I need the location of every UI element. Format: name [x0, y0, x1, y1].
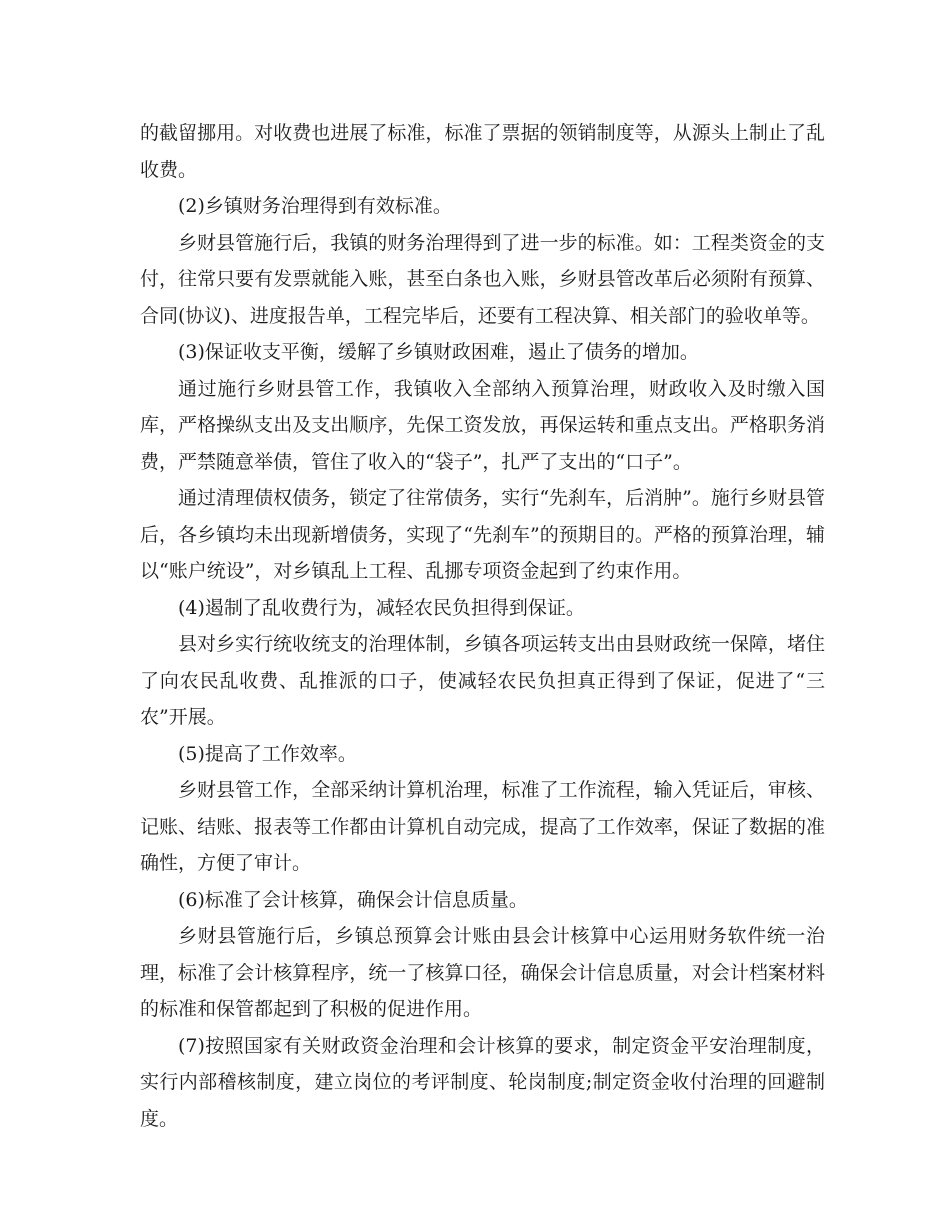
heading-point-7: (7)按照国家有关财政资金治理和会计核算的要求，制定资金平安治理制度，实行内部稽核制度，建立岗位的考评制度、轮岗制度;制定资金收付治理的回避制度。: [140, 1034, 825, 1130]
paragraph-12: 乡财县管施行后，乡镇总预算会计账由县会计核算中心运用财务软件统一治理，标准了会计核算程序，统一了核算口径，确保会计信息质量，对会计档案材料的标准和保管都起到了积极的促进作用。: [140, 925, 825, 1020]
heading-point-6: (6)标准了会计核算，确保会计信息质量。: [178, 888, 528, 911]
paragraph-5: 通过施行乡财县管工作，我镇收入全部纳入预算治理，财政收入及时缴入国库，严格操纵支出及支出顺序，先保工资发放，再保运转和重点支出。严格职务消费，严禁随意举债，管住了收入的“袋子”，扎严了支出的“口子”。: [140, 377, 825, 473]
paragraph-3: 乡财县管施行后，我镇的财务治理得到了进一步的标准。如：工程类资金的支付，往常只要有发票就能入账，甚至白条也入账，乡财县管改革后必须附有预算、合同(协议)、进度报告单，工程完毕后，还要有工程决算、相关部门的验收单等。: [140, 231, 825, 327]
heading-point-4: (4)遏制了乱收费行为，减轻农民负担得到保证。: [178, 596, 585, 619]
paragraph-10: 乡财县管工作，全部采纳计算机治理，标准了工作流程，输入凭证后，审核、记账、结账、报表等工作都由计算机自动完成，提高了工作效率，保证了数据的准确性，方便了审计。: [140, 779, 825, 874]
document-body: [140, 115, 825, 1137]
heading-point-2: (2)乡镇财务治理得到有效标准。: [178, 195, 452, 217]
heading-point-3: (3)保证收支平衡，缓解了乡镇财政困难，遏止了债务的增加。: [178, 341, 699, 363]
paragraph-6: 通过清理债权债务，锁定了往常债务，实行“先刹车，后消肿”。施行乡财县管后，各乡镇均未出现新增债务，实现了“先刹车”的预期目的。严格的预算治理，辅以“账户统设”，对乡镇乱上工程、乱挪专项资金起到了约束作用。: [140, 487, 825, 582]
paragraph-8: 县对乡实行统收统支的治理体制，乡镇各项运转支出由县财政统一保障，堵住了向农民乱收费、乱推派的口子，使减轻农民负担真正得到了保证，促进了“三农”开展。: [140, 633, 825, 728]
paragraph-1: 的截留挪用。对收费也进展了标准，标准了票据的领销制度等，从源头上制止了乱收费。: [140, 122, 825, 181]
heading-point-5: (5)提高了工作效率。: [178, 742, 357, 765]
